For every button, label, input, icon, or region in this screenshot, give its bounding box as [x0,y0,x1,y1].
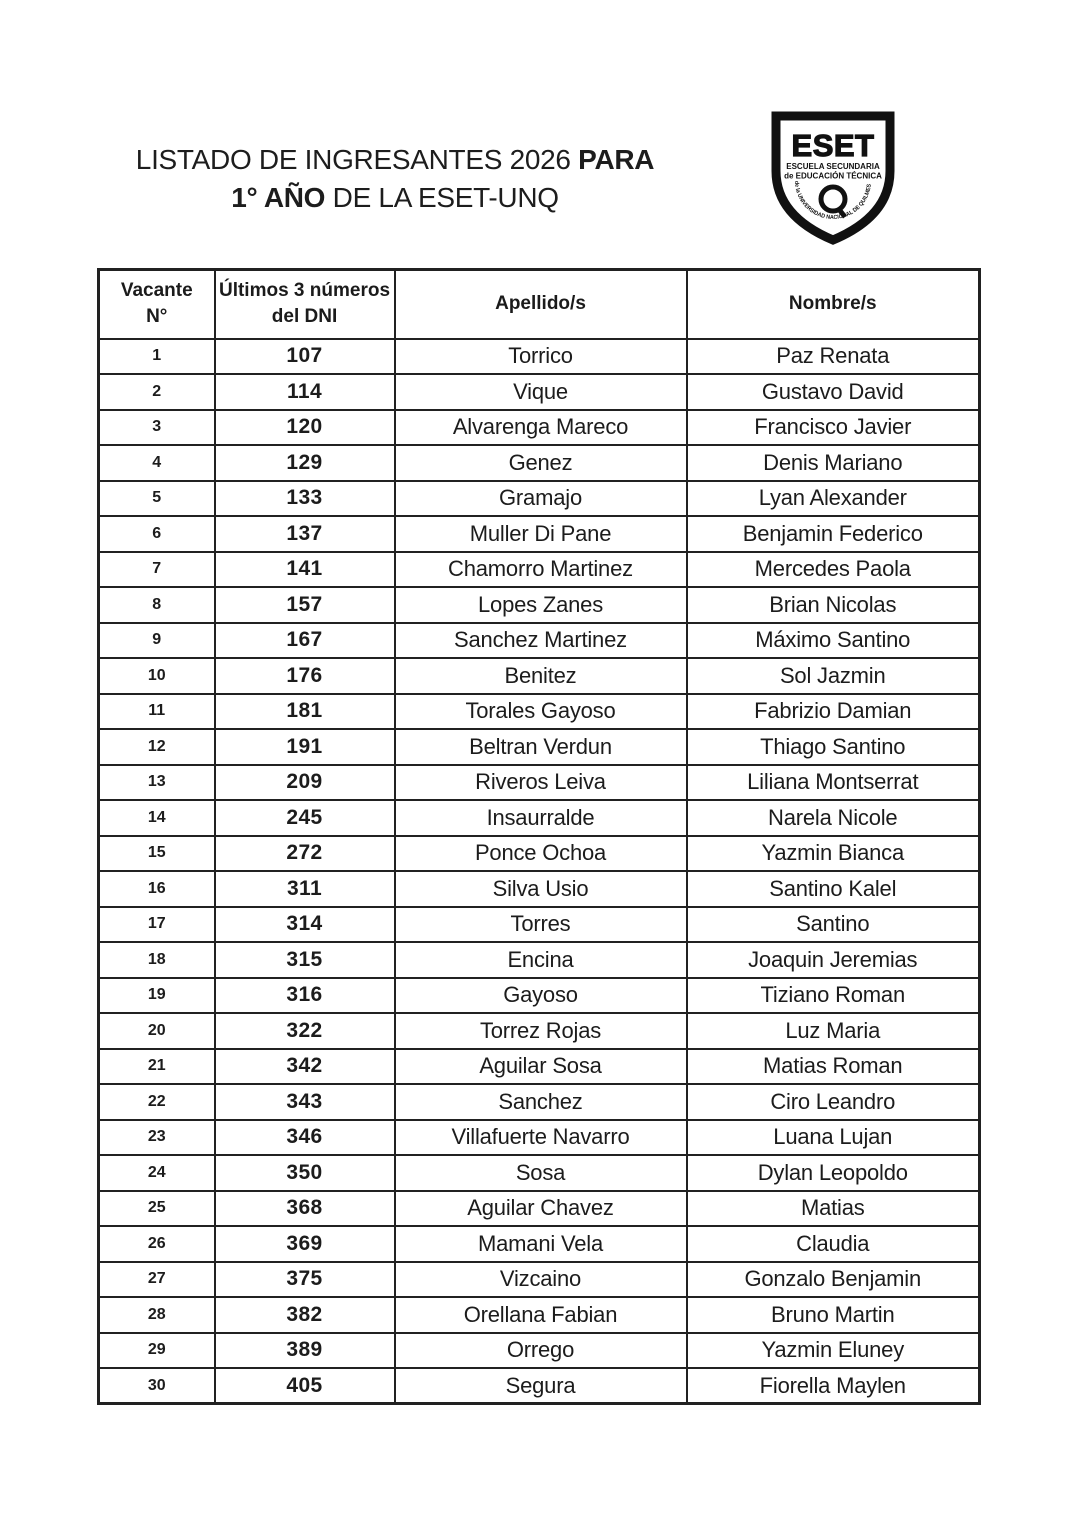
title-text-regular: DE LA ESET-UNQ [332,182,559,213]
vacante-cell: 23 [99,1120,215,1156]
nombre-cell: Joaquin Jeremias [687,942,980,978]
nombre-cell: Yazmin Eluney [687,1333,980,1369]
nombre-cell: Lyan Alexander [687,481,980,517]
vacante-cell: 26 [99,1226,215,1262]
nombre-cell: Paz Renata [687,339,980,375]
apellido-cell: Alvarenga Mareco [395,410,687,446]
page-title [95,141,695,217]
vacante-cell: 20 [99,1013,215,1049]
table-row [99,1084,980,1120]
apellido-cell: Torrez Rojas [395,1013,687,1049]
logo-ring-text: de la UNIVERSIDAD NACIONAL DE QUILMES [792,180,873,222]
header-vacante [99,270,215,339]
vacante-cell: 25 [99,1191,215,1227]
dni-cell: 368 [215,1191,395,1227]
apellido-cell: Benitez [395,658,687,694]
ingresantes-table [97,268,981,1405]
logo-subtitle-2: de EDUCACIÓN TÉCNICA [784,171,882,181]
apellido-cell: Segura [395,1368,687,1404]
table-row [99,1120,980,1156]
apellido-cell: Orellana Fabian [395,1297,687,1333]
apellido-cell: Gayoso [395,978,687,1014]
dni-cell: 129 [215,445,395,481]
eset-logo [760,109,906,249]
table-row [99,765,980,801]
vacante-cell: 15 [99,836,215,872]
apellido-cell: Mamani Vela [395,1226,687,1262]
nombre-cell: Narela Nicole [687,800,980,836]
nombre-cell: Matias Roman [687,1049,980,1085]
dni-cell: 382 [215,1297,395,1333]
dni-cell: 245 [215,800,395,836]
table-row [99,339,980,375]
apellido-cell: Encina [395,942,687,978]
school-shield-icon [760,109,906,249]
table-row [99,1155,980,1191]
dni-cell: 343 [215,1084,395,1120]
apellido-cell: Muller Di Pane [395,516,687,552]
dni-cell: 133 [215,481,395,517]
nombre-cell: Thiago Santino [687,729,980,765]
nombre-cell: Brian Nicolas [687,587,980,623]
vacante-cell: 29 [99,1333,215,1369]
vacante-cell: 4 [99,445,215,481]
dni-cell: 120 [215,410,395,446]
table-header-row [99,270,980,339]
table-row [99,623,980,659]
table-row [99,481,980,517]
table-row [99,1191,980,1227]
table-row [99,800,980,836]
dni-cell: 157 [215,587,395,623]
table-row [99,1226,980,1262]
nombre-cell: Benjamin Federico [687,516,980,552]
apellido-cell: Torrico [395,339,687,375]
header-nombre: Nombre/s [687,270,980,339]
nombre-cell: Francisco Javier [687,410,980,446]
table-row [99,445,980,481]
table-row [99,978,980,1014]
dni-cell: 350 [215,1155,395,1191]
nombre-cell: Fiorella Maylen [687,1368,980,1404]
dni-cell: 141 [215,552,395,588]
vacante-cell: 21 [99,1049,215,1085]
nombre-cell: Luz Maria [687,1013,980,1049]
apellido-cell: Riveros Leiva [395,765,687,801]
vacante-cell: 28 [99,1297,215,1333]
nombre-cell: Sol Jazmin [687,658,980,694]
vacante-cell: 17 [99,907,215,943]
table-row [99,1333,980,1369]
vacante-cell: 19 [99,978,215,1014]
dni-cell: 322 [215,1013,395,1049]
vacante-cell: 2 [99,374,215,410]
vacante-cell: 24 [99,1155,215,1191]
table-row [99,694,980,730]
dni-cell: 315 [215,942,395,978]
dni-cell: 114 [215,374,395,410]
apellido-cell: Beltran Verdun [395,729,687,765]
nombre-cell: Yazmin Bianca [687,836,980,872]
dni-cell: 342 [215,1049,395,1085]
vacante-cell: 1 [99,339,215,375]
apellido-cell: Sanchez [395,1084,687,1120]
apellido-cell: Ponce Ochoa [395,836,687,872]
table-row [99,871,980,907]
title-text-regular: LISTADO DE INGRESANTES 2026 [135,144,571,175]
table-row [99,729,980,765]
apellido-cell: Silva Usio [395,871,687,907]
table-row [99,410,980,446]
dni-cell: 369 [215,1226,395,1262]
apellido-cell: Sosa [395,1155,687,1191]
table-row [99,516,980,552]
nombre-cell: Bruno Martin [687,1297,980,1333]
dni-cell: 311 [215,871,395,907]
nombre-cell: Gustavo David [687,374,980,410]
dni-cell: 209 [215,765,395,801]
apellido-cell: Aguilar Chavez [395,1191,687,1227]
header-dni-label: Últimos 3 números del DNI [218,280,391,328]
apellido-cell: Vique [395,374,687,410]
nombre-cell: Matias [687,1191,980,1227]
apellido-cell: Sanchez Martinez [395,623,687,659]
dni-cell: 167 [215,623,395,659]
table-row [99,1368,980,1404]
logo-subtitle-1: ESCUELA SECUNDARIA [786,162,880,171]
table-row [99,1049,980,1085]
nombre-cell: Luana Lujan [687,1120,980,1156]
table-row [99,552,980,588]
title-line-2 [95,179,695,217]
apellido-cell: Vizcaino [395,1262,687,1298]
vacante-cell: 14 [99,800,215,836]
vacante-cell: 12 [99,729,215,765]
dni-cell: 314 [215,907,395,943]
nombre-cell: Liliana Montserrat [687,765,980,801]
nombre-cell: Denis Mariano [687,445,980,481]
table-row [99,658,980,694]
title-line-1 [95,141,695,179]
dni-cell: 176 [215,658,395,694]
apellido-cell: Lopes Zanes [395,587,687,623]
nombre-cell: Dylan Leopoldo [687,1155,980,1191]
apellido-cell: Insaurralde [395,800,687,836]
table-row [99,1297,980,1333]
apellido-cell: Torres [395,907,687,943]
dni-cell: 137 [215,516,395,552]
vacante-cell: 22 [99,1084,215,1120]
vacante-cell: 9 [99,623,215,659]
nombre-cell: Gonzalo Benjamin [687,1262,980,1298]
dni-cell: 316 [215,978,395,1014]
vacante-cell: 3 [99,410,215,446]
vacante-cell: 6 [99,516,215,552]
dni-cell: 107 [215,339,395,375]
dni-cell: 191 [215,729,395,765]
logo-acronym: ESET [791,128,875,163]
table-row [99,587,980,623]
apellido-cell: Chamorro Martinez [395,552,687,588]
dni-cell: 346 [215,1120,395,1156]
header-apellido: Apellido/s [395,270,687,339]
dni-cell: 375 [215,1262,395,1298]
nombre-cell: Fabrizio Damian [687,694,980,730]
apellido-cell: Orrego [395,1333,687,1369]
table-row [99,942,980,978]
nombre-cell: Ciro Leandro [687,1084,980,1120]
vacante-cell: 18 [99,942,215,978]
nombre-cell: Santino Kalel [687,871,980,907]
vacante-cell: 30 [99,1368,215,1404]
table-row [99,836,980,872]
vacante-cell: 11 [99,694,215,730]
dni-cell: 389 [215,1333,395,1369]
vacante-cell: 27 [99,1262,215,1298]
vacante-cell: 7 [99,552,215,588]
nombre-cell: Tiziano Roman [687,978,980,1014]
dni-cell: 272 [215,836,395,872]
nombre-cell: Mercedes Paola [687,552,980,588]
vacante-cell: 5 [99,481,215,517]
title-text-bold: PARA [578,144,655,175]
vacante-cell: 8 [99,587,215,623]
vacante-cell: 16 [99,871,215,907]
apellido-cell: Aguilar Sosa [395,1049,687,1085]
vacante-cell: 10 [99,658,215,694]
nombre-cell: Santino [687,907,980,943]
vacante-cell: 13 [99,765,215,801]
apellido-cell: Gramajo [395,481,687,517]
header-dni [215,270,395,339]
apellido-cell: Villafuerte Navarro [395,1120,687,1156]
apellido-cell: Genez [395,445,687,481]
header-vacante-label: Vacante N° [120,280,193,328]
nombre-cell: Máximo Santino [687,623,980,659]
table-row [99,907,980,943]
table-row [99,1013,980,1049]
title-text-bold: 1° AÑO [231,182,326,213]
apellido-cell: Torales Gayoso [395,694,687,730]
dni-cell: 181 [215,694,395,730]
nombre-cell: Claudia [687,1226,980,1262]
roster-body [99,339,980,1404]
dni-cell: 405 [215,1368,395,1404]
table-row [99,374,980,410]
table-row [99,1262,980,1298]
